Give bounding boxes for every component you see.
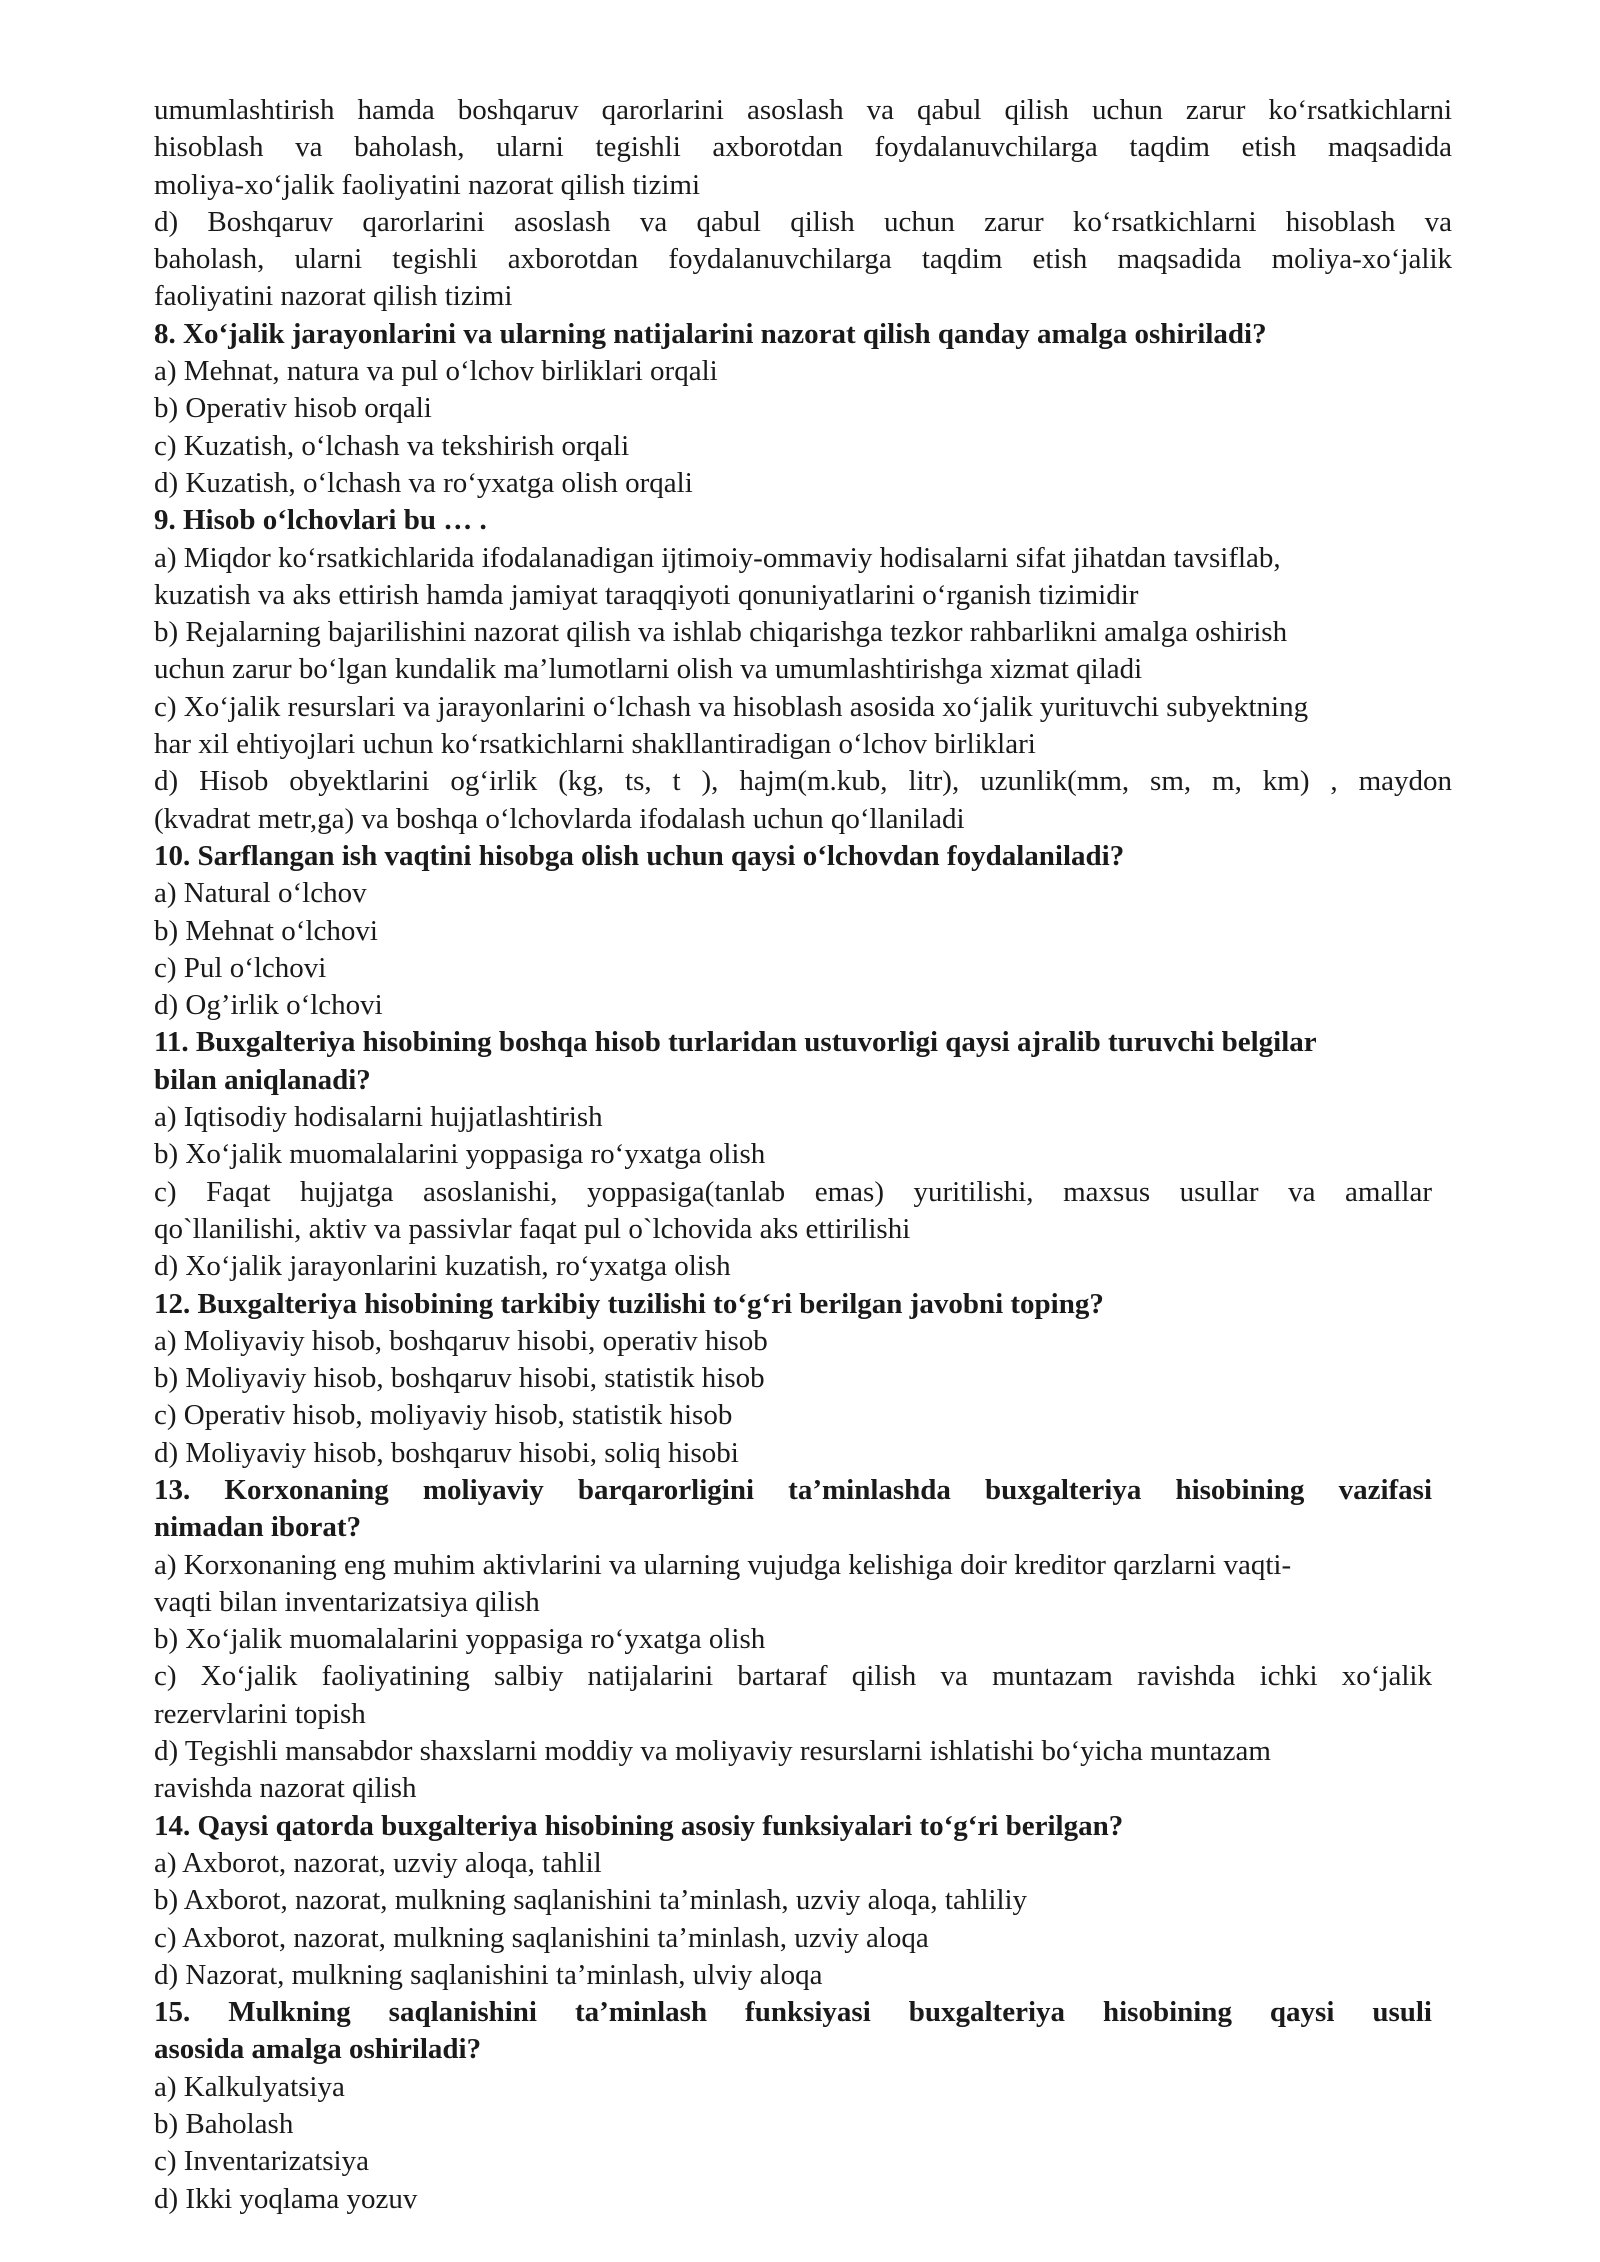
- text-line: c) Axborot, nazorat, mulkning saqlanishini ta’minlash, uzviy aloqa: [154, 1921, 929, 1954]
- text-line: b) Operativ hisob orqali: [154, 392, 432, 425]
- text-line: ravishda nazorat qilish: [154, 1772, 417, 1805]
- text-line: d) Boshqaruv qarorlarini asoslash va qabul qilish uchun zarur ko‘rsatkichlarni hisoblash va: [154, 205, 1452, 238]
- text-line: qo`llanilishi, aktiv va passivlar faqat pul o`lchovida aks ettirilishi: [154, 1212, 911, 1245]
- text-line: c) Pul o‘lchovi: [154, 951, 327, 984]
- text-line: vaqti bilan inventarizatsiya qilish: [154, 1585, 540, 1618]
- text-line: d) Nazorat, mulkning saqlanishini ta’minlash, ulviy aloqa: [154, 1958, 823, 1991]
- text-line: d) Tegishli mansabdor shaxslarni moddiy va moliyaviy resurslarni ishlatishi bo‘yicha muntazam: [154, 1735, 1271, 1768]
- text-line: d) Hisob obyektlarini og‘irlik (kg, ts, t ), hajm(m.kub, litr), uzunlik(mm, sm, m, km) , maydon: [154, 765, 1452, 798]
- text-line: umumlashtirish hamda boshqaruv qarorlarini asoslash va qabul qilish uchun zarur ko‘rsatkichlarni: [154, 94, 1452, 126]
- text-line: d) Ikki yoqlama yozuv: [154, 2182, 418, 2215]
- document-page: [154, 92, 1452, 2218]
- text-line: har xil ehtiyojlari uchun ko‘rsatkichlarni shakllantiradigan o‘lchov birliklari: [154, 728, 1036, 761]
- text-line: b) Baholash: [154, 2108, 294, 2141]
- text-line: c) Kuzatish, o‘lchash va tekshirish orqali: [154, 429, 630, 462]
- text-line: c) Operativ hisob, moliyaviy hisob, statistik hisob: [154, 1399, 733, 1432]
- text-line: hisoblash va baholash, ularni tegishli axborotdan foydalanuvchilarga taqdim etish maqsadida: [154, 131, 1452, 164]
- text-line: b) Mehnat o‘lchovi: [154, 914, 378, 947]
- question-line: asosida amalga oshiriladi?: [154, 2033, 482, 2066]
- text-line: faoliyatini nazorat qilish tizimi: [154, 280, 513, 313]
- text-line: d) Kuzatish, o‘lchash va ro‘yxatga olish orqali: [154, 466, 693, 499]
- question-line: 11. Buxgalteriya hisobining boshqa hisob turlaridan ustuvorligi qaysi ajralib turuvchi belgilar: [154, 1026, 1317, 1059]
- text-line: a) Mehnat, natura va pul o‘lchov birliklari orqali: [154, 355, 718, 388]
- text-line: b) Xo‘jalik muomalalarini yoppasiga ro‘yxatga olish: [154, 1623, 766, 1656]
- text-line: c) Xo‘jalik faoliyatining salbiy natijalarini bartaraf qilish va muntazam ravishda ichki xo‘jalik: [154, 1660, 1432, 1693]
- text-line: b) Xo‘jalik muomalalarini yoppasiga ro‘yxatga olish: [154, 1138, 766, 1171]
- question-line: 12. Buxgalteriya hisobining tarkibiy tuzilishi to‘g‘ri berilgan javobni toping?: [154, 1287, 1104, 1320]
- text-line: c) Xo‘jalik resurslari va jarayonlarini o‘lchash va hisoblash asosida xo‘jalik yurituvchi subyektning: [154, 690, 1309, 723]
- text-line: uchun zarur bo‘lgan kundalik ma’lumotlarni olish va umumlashtirishga xizmat qiladi: [154, 653, 1143, 686]
- question-line: 8. Xo‘jalik jarayonlarini va ularning natijalarini nazorat qilish qanday amalga oshiriladi?: [154, 317, 1267, 350]
- text-line: b) Moliyaviy hisob, boshqaruv hisobi, statistik hisob: [154, 1362, 765, 1395]
- text-line: a) Kalkulyatsiya: [154, 2070, 345, 2103]
- question-line: 14. Qaysi qatorda buxgalteriya hisobining asosiy funksiyalari to‘g‘ri berilgan?: [154, 1809, 1124, 1842]
- text-line: c) Inventarizatsiya: [154, 2145, 369, 2178]
- text-line: a) Korxonaning eng muhim aktivlarini va ularning vujudga kelishiga doir kreditor qarzlarni vaqti-: [154, 1548, 1292, 1581]
- text-line: (kvadrat metr,ga) va boshqa o‘lchovlarda ifodalash uchun qo‘llaniladi: [154, 802, 965, 835]
- text-line: baholash, ularni tegishli axborotdan foydalanuvchilarga taqdim etish maqsadida moliya-xo‘jalik: [154, 243, 1452, 276]
- text-line: b) Axborot, nazorat, mulkning saqlanishini ta’minlash, uzviy aloqa, tahliliy: [154, 1884, 1028, 1917]
- question-line: nimadan iborat?: [154, 1511, 362, 1544]
- text-line: rezervlarini topish: [154, 1697, 366, 1730]
- question-line: 10. Sarflangan ish vaqtini hisobga olish uchun qaysi o‘lchovdan foydalaniladi?: [154, 839, 1125, 872]
- text-line: b) Rejalarning bajarilishini nazorat qilish va ishlab chiqarishga tezkor rahbarlikni amalga oshirish: [154, 616, 1288, 649]
- text-line: d) Xo‘jalik jarayonlarini kuzatish, ro‘yxatga olish: [154, 1250, 731, 1283]
- text-line: d) Moliyaviy hisob, boshqaruv hisobi, soliq hisobi: [154, 1436, 739, 1469]
- text-line: a) Moliyaviy hisob, boshqaruv hisobi, operativ hisob: [154, 1324, 768, 1357]
- text-line: a) Axborot, nazorat, uzviy aloqa, tahlil: [154, 1846, 602, 1879]
- question-line: 13. Korxonaning moliyaviy barqarorligini ta’minlashda buxgalteriya hisobining vazifasi: [154, 1473, 1432, 1506]
- question-line: 15. Mulkning saqlanishini ta’minlash funksiyasi buxgalteriya hisobining qaysi usuli: [154, 1996, 1432, 2029]
- text-line: a) Miqdor ko‘rsatkichlarida ifodalanadigan ijtimoiy-ommaviy hodisalarni sifat jihatdan tavsiflab,: [154, 541, 1281, 574]
- text-line: a) Natural o‘lchov: [154, 877, 367, 910]
- text-line: d) Og’irlik o‘lchovi: [154, 989, 383, 1022]
- text-line: a) Iqtisodiy hodisalarni hujjatlashtirish: [154, 1101, 603, 1134]
- text-line: c) Faqat hujjatga asoslanishi, yoppasiga(tanlab emas) yuritilishi, maxsus usullar va amallar: [154, 1175, 1432, 1208]
- question-line: 9. Hisob o‘lchovlari bu … .: [154, 504, 487, 537]
- text-line: moliya-xo‘jalik faoliyatini nazorat qilish tizimi: [154, 168, 701, 201]
- text-line: kuzatish va aks ettirish hamda jamiyat taraqqiyoti qonuniyatlarini o‘rganish tizimidir: [154, 578, 1139, 611]
- question-line: bilan aniqlanadi?: [154, 1063, 371, 1096]
